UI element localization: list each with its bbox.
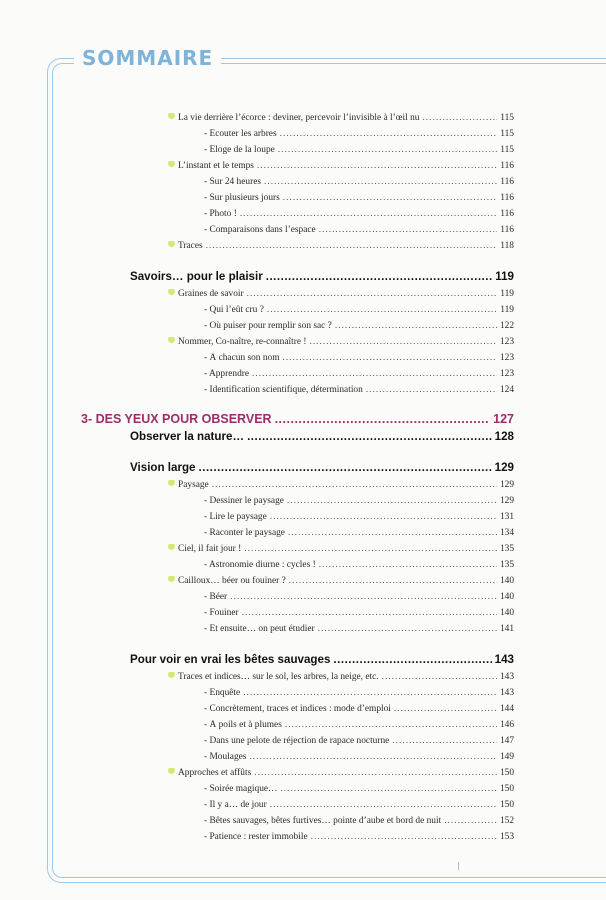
bullet-icon <box>168 113 175 119</box>
toc-section[interactable] <box>130 430 514 443</box>
toc-entry-label: - Qui l’eût cru ? <box>204 305 264 315</box>
toc-entry-label: Graines de savoir <box>178 289 244 299</box>
toc-entry[interactable] <box>204 512 514 522</box>
toc-entry[interactable] <box>204 177 514 187</box>
toc-entry-page: 115 <box>500 113 514 123</box>
toc-entry-label: Approches et affûts <box>178 768 252 778</box>
toc-entry-label: - Fouiner <box>204 608 239 618</box>
toc-entry[interactable] <box>204 496 514 506</box>
toc-entry-label: Traces <box>178 241 203 251</box>
toc-entry-page: 153 <box>499 832 514 842</box>
toc-entry-page: 123 <box>499 369 514 379</box>
toc-entry[interactable] <box>204 145 514 155</box>
toc-entry-page: 135 <box>499 544 514 554</box>
toc-entry-page: 123 <box>499 353 514 363</box>
toc-entry[interactable] <box>204 321 514 331</box>
toc-chapter[interactable] <box>81 412 514 426</box>
toc-entry-page: 147 <box>499 736 514 746</box>
toc-entry-label: - Comparaisons dans l’espace <box>204 225 316 235</box>
toc-entry-page: 152 <box>499 816 514 826</box>
toc-entry[interactable] <box>168 113 514 123</box>
toc-section-label: Savoirs… pour le plaisir <box>130 270 263 283</box>
toc-entry-label: La vie derrière l’écorce : deviner, percevoir l’invisible à l’œil nu <box>178 113 420 123</box>
toc-entry-page: 131 <box>499 512 514 522</box>
toc-entry-page: 150 <box>499 784 514 794</box>
toc-entry-label: - Bêtes sauvages, bêtes furtives… pointe d’aube et bord de nuit <box>204 816 442 826</box>
toc-entry-label: - Dessiner le paysage <box>204 496 284 506</box>
toc-entry-page: 116 <box>500 161 514 171</box>
toc-entry[interactable] <box>168 544 514 554</box>
toc-section-page: 128 <box>494 430 514 443</box>
bullet-icon <box>168 289 175 295</box>
toc-entry-page: 119 <box>500 305 514 315</box>
toc-entry-label: - Patience : rester immobile <box>204 832 308 842</box>
toc-entry-page: 143 <box>499 672 514 682</box>
toc-entry-page: 140 <box>499 608 514 618</box>
toc-entry-label: - Apprendre <box>204 369 250 379</box>
toc-entry-label: - Concrètement, traces et indices : mode d’emploi <box>204 704 391 714</box>
toc-section-label: Pour voir en vrai les bêtes sauvages <box>130 653 331 666</box>
toc-entry-label: Cailloux… béer ou fouiner ? <box>178 576 286 586</box>
toc-entry-label: - À chacun son nom <box>204 353 280 363</box>
toc-entry-page: 122 <box>499 321 514 331</box>
toc-entry-page: 150 <box>499 768 514 778</box>
toc-entry[interactable] <box>204 608 514 618</box>
toc-entry-page: 143 <box>499 688 514 698</box>
toc-entry-label: - Sur 24 heures <box>204 177 262 187</box>
toc-entry-label: - Sur plusieurs jours <box>204 193 280 203</box>
toc-entry-page: 144 <box>499 704 514 714</box>
toc-entry-page: 146 <box>499 720 514 730</box>
toc-entry-label: Traces et indices… sur le sol, les arbres, la neige, etc. <box>178 672 379 682</box>
toc-section-page: 119 <box>495 270 514 283</box>
toc-entry[interactable] <box>204 209 514 219</box>
toc-entry-page: 115 <box>500 129 514 139</box>
toc-entry[interactable] <box>204 225 514 235</box>
toc-entry-label: - Et ensuite… on peut étudier <box>204 624 315 634</box>
toc-entry-label: - Moulages <box>204 752 247 762</box>
toc-entry-page: 150 <box>499 800 514 810</box>
toc-entry[interactable] <box>168 337 514 347</box>
toc-entry-label: - Lire le paysage <box>204 512 267 522</box>
toc-entry[interactable] <box>204 704 514 714</box>
toc-entry[interactable] <box>204 592 514 602</box>
toc-entry[interactable] <box>168 289 514 299</box>
toc-entry-label: - Béer <box>204 592 228 602</box>
toc-section-label: Observer la nature… <box>130 430 245 443</box>
footer-divider <box>458 862 459 870</box>
toc-entry[interactable] <box>204 688 514 698</box>
toc-entry[interactable] <box>168 241 514 251</box>
toc-section-page: 143 <box>494 653 514 666</box>
toc-entry-page: 134 <box>499 528 514 538</box>
bullet-icon <box>168 161 175 167</box>
bullet-icon <box>168 576 175 582</box>
toc-entry-label: - Astronomie diurne : cycles ! <box>204 560 316 570</box>
toc-entry[interactable] <box>204 129 514 139</box>
toc-entry-label: - Soirée magique… <box>204 784 278 794</box>
toc-entry-page: 116 <box>500 209 514 219</box>
toc-entry-page: 140 <box>499 592 514 602</box>
toc-entry-label: L’instant et le temps <box>178 161 254 171</box>
toc-entry-page: 141 <box>499 624 514 634</box>
bullet-icon <box>168 768 175 774</box>
toc-entry-label: - À poils et à plumes <box>204 720 282 730</box>
bullet-icon <box>168 241 175 247</box>
toc-entry[interactable] <box>204 816 514 826</box>
toc-entry-page: 129 <box>499 480 514 490</box>
toc-entry[interactable] <box>168 768 514 778</box>
toc-section-label: Vision large <box>130 461 196 474</box>
toc-entry-label: - Où puiser pour remplir son sac ? <box>204 321 332 331</box>
toc-section[interactable] <box>130 461 514 474</box>
toc-entry-label: Paysage <box>178 480 209 490</box>
toc-entry[interactable] <box>168 480 514 490</box>
bullet-icon <box>168 544 175 550</box>
toc-entry-page: 116 <box>500 225 514 235</box>
toc-entry-page: 119 <box>500 289 514 299</box>
toc-entry[interactable] <box>204 832 514 842</box>
toc-entry[interactable] <box>204 624 514 634</box>
toc-entry-page: 129 <box>499 496 514 506</box>
toc-entry-label: - Dans une pelote de réjection de rapace nocturne <box>204 736 390 746</box>
toc-chapter-label: 3- DES YEUX POUR OBSERVER <box>81 412 272 426</box>
toc-entry[interactable] <box>204 720 514 730</box>
toc-entry-label: - Photo ! <box>204 209 237 219</box>
toc-entry-label: Ciel, il fait jour ! <box>178 544 242 554</box>
toc-entry-page: 124 <box>499 385 514 395</box>
toc-entry[interactable] <box>168 576 514 586</box>
toc-entry[interactable] <box>204 528 514 538</box>
page-title: SOMMAIRE <box>74 46 221 70</box>
toc-entry-label: - Il y a… de jour <box>204 800 267 810</box>
toc-entry[interactable] <box>168 161 514 171</box>
toc-entry[interactable] <box>204 353 514 363</box>
toc-entry[interactable] <box>204 385 514 395</box>
toc-entry-page: 123 <box>499 337 514 347</box>
bullet-icon <box>168 672 175 678</box>
toc-entry[interactable] <box>204 752 514 762</box>
toc-section-page: 129 <box>494 461 514 474</box>
bullet-icon <box>168 337 175 343</box>
bullet-icon <box>168 480 175 486</box>
toc-chapter-page: 127 <box>493 412 514 426</box>
toc-entry-label: - Écouter les arbres <box>204 129 277 139</box>
toc-entry-label: - Enquête <box>204 688 241 698</box>
toc-entry-label: - Identification scientifique, détermination <box>204 385 363 395</box>
toc-entry-page: 140 <box>499 576 514 586</box>
toc-entry-page: 135 <box>499 560 514 570</box>
toc-entry[interactable] <box>168 672 514 682</box>
toc-entry-page: 149 <box>499 752 514 762</box>
toc-entry-page: 116 <box>500 177 514 187</box>
toc-section[interactable] <box>130 270 514 283</box>
toc-entry-page: 116 <box>500 193 514 203</box>
toc-entry[interactable] <box>204 800 514 810</box>
toc-entry[interactable] <box>204 305 514 315</box>
toc-entry[interactable] <box>204 736 514 746</box>
toc-section[interactable] <box>130 653 514 666</box>
toc-entry[interactable] <box>204 560 514 570</box>
toc-entry[interactable] <box>204 193 514 203</box>
toc-entry-label: Nommer, Co-naître, re-connaître ! <box>178 337 307 347</box>
toc-entry-label: - Raconter le paysage <box>204 528 285 538</box>
toc-entry[interactable] <box>204 369 514 379</box>
toc-entry-page: 118 <box>500 241 514 251</box>
toc-entry-label: - Éloge de la loupe <box>204 145 275 155</box>
toc-entry[interactable] <box>204 784 514 794</box>
toc-entry-page: 115 <box>500 145 514 155</box>
